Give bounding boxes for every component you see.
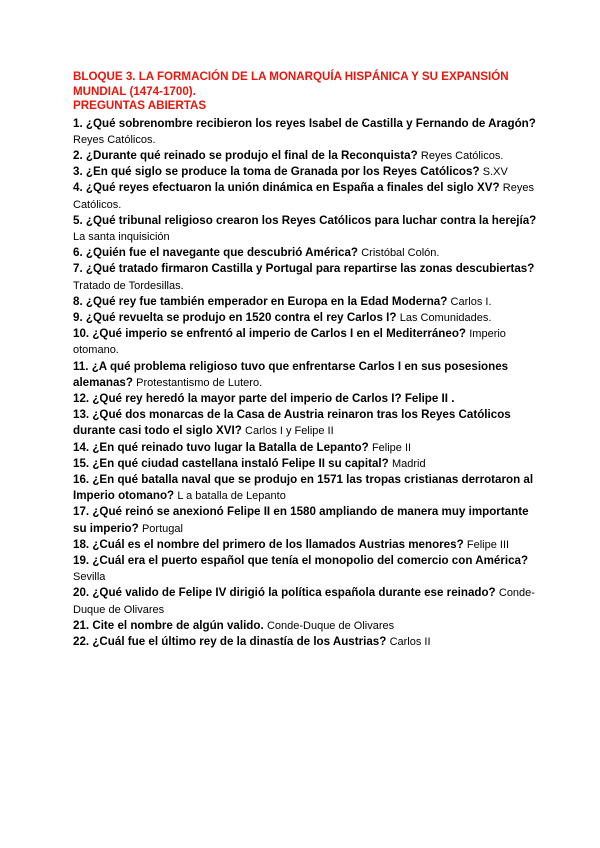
question-text: 7. ¿Qué tratado firmaron Castilla y Portugal para repartirse las zonas descubiertas? — [73, 262, 535, 276]
question-item-9 — [73, 310, 543, 326]
question-text: 18. ¿Cuál es el nombre del primero de los llamados Austrias menores? — [73, 537, 464, 551]
answer-text: Reyes Católicos. — [420, 149, 504, 162]
question-text: 2. ¿Durante qué reinado se produjo el final de la Reconquista? — [73, 148, 418, 162]
question-item-16 — [73, 472, 543, 504]
question-text: 16. ¿En qué batalla naval que se produjo en 1571 las tropas cristianas derrotaron al Imperio otomano? — [73, 472, 534, 503]
answer-text: Cristóbal Colón. — [361, 247, 440, 260]
question-item-5 — [73, 213, 543, 245]
question-text: 10. ¿Qué imperio se enfrentó al imperio de Carlos I en el Mediterráneo? — [73, 327, 467, 341]
question-item-22 — [73, 634, 543, 650]
question-text: 8. ¿Qué rey fue también emperador en Europa en la Edad Moderna? — [73, 294, 448, 308]
document-title: BLOQUE 3. LA FORMACIÓN DE LA MONARQUÍA HISPÁNICA Y SU EXPANSIÓN MUNDIAL (1474-1700). — [73, 70, 509, 98]
question-text: 9. ¿Qué revuelta se produjo en 1520 contra el rey Carlos I? — [73, 310, 397, 324]
question-item-4 — [73, 180, 543, 212]
question-item-11 — [73, 359, 543, 391]
question-item-10 — [73, 326, 543, 358]
answer-text: Carlos II — [389, 636, 431, 648]
question-item-13 — [73, 407, 543, 439]
answer-text: Conde-Duque de Olivares — [73, 587, 535, 616]
question-text-line-1: 11. ¿A qué problema religioso tuvo que enfrentarse Carlos I en sus posesiones — [73, 359, 509, 373]
question-item-7 — [73, 261, 543, 293]
answer-text: Conde-Duque de Olivares — [266, 619, 395, 632]
question-item-21 — [73, 618, 543, 634]
answer-text: Reyes Católicos. — [73, 133, 156, 146]
question-text: 3. ¿En qué siglo se produce la toma de Granada por los Reyes Católicos? — [73, 165, 480, 179]
question-item-2 — [73, 148, 543, 164]
question-text: 19. ¿Cuál era el puerto español que tenía el monopolio del comercio con América? — [73, 553, 529, 567]
answer-text: La santa inquisición — [73, 230, 170, 243]
question-text: 20. ¿Qué valido de Felipe IV dirigió la política española durante ese reinado? — [73, 586, 496, 600]
question-item-19 — [73, 553, 543, 585]
answer-text: Felipe III — [466, 538, 510, 551]
question-text: 14. ¿En qué reinado tuvo lugar la Batalla de Lepanto? — [73, 440, 369, 454]
answer-text: Portugal — [141, 522, 183, 535]
question-text: 22. ¿Cuál fue el último rey de la dinastía de los Austrias? — [73, 635, 387, 648]
question-text: 1. ¿Qué sobrenombre recibieron los reyes Isabel de Castilla y Fernando de Aragón? — [73, 116, 536, 130]
question-item-12 — [73, 391, 543, 407]
answer-text: L a batalla de Lepanto — [177, 490, 286, 503]
answer-text: S.XV — [482, 166, 508, 179]
document-page — [73, 70, 543, 650]
question-item-6 — [73, 245, 543, 261]
question-text: 17. ¿Qué reinó se anexionó Felipe II en 1580 ampliando de manera muy importante su imperio? — [73, 505, 529, 535]
section-subtitle: PREGUNTAS ABIERTAS — [73, 99, 207, 112]
question-text: 12. ¿Qué rey heredó la mayor parte del imperio de Carlos I? Felipe II . — [73, 391, 455, 405]
answer-text: Carlos I y Felipe II — [245, 425, 334, 438]
question-item-8 — [73, 294, 543, 310]
answer-text: Reyes Católicos. — [73, 182, 534, 211]
question-item-18 — [73, 537, 543, 553]
question-text: 13. ¿Qué dos monarcas de la Casa de Austria reinaron tras los Reyes Católicos durante casi todo el siglo XVI? — [73, 408, 511, 438]
question-item-17 — [73, 504, 543, 536]
answer-text: Protestantismo de Lutero. — [136, 376, 263, 389]
answer-text: Madrid — [391, 457, 426, 470]
question-item-1 — [73, 116, 543, 148]
question-item-15 — [73, 456, 543, 472]
answer-text: Las Comunidades. — [399, 311, 492, 324]
question-text: 4. ¿Qué reyes efectuaron la unión dinámica en España a finales del siglo XV? — [73, 181, 500, 195]
question-text-line-2: alemanas? — [73, 375, 133, 389]
question-item-20 — [73, 585, 543, 617]
answer-text: Felipe II — [371, 441, 412, 454]
question-text: 15. ¿En qué ciudad castellana instaló Felipe II su capital? — [73, 456, 389, 470]
question-item-14 — [73, 440, 543, 456]
answer-text: Imperio otomano. — [73, 328, 506, 357]
answer-text: Sevilla — [73, 571, 106, 584]
question-text: 5. ¿Qué tribunal religioso crearon los Reyes Católicos para luchar contra la herejía? — [73, 213, 537, 227]
answer-text: Carlos I. — [450, 295, 492, 308]
answer-text: Tratado de Tordesillas. — [73, 279, 184, 292]
question-text: 6. ¿Quién fue el navegante que descubrió América? — [73, 246, 358, 260]
question-item-3 — [73, 164, 543, 180]
question-text: 21. Cite el nombre de algún valido. — [73, 618, 264, 632]
